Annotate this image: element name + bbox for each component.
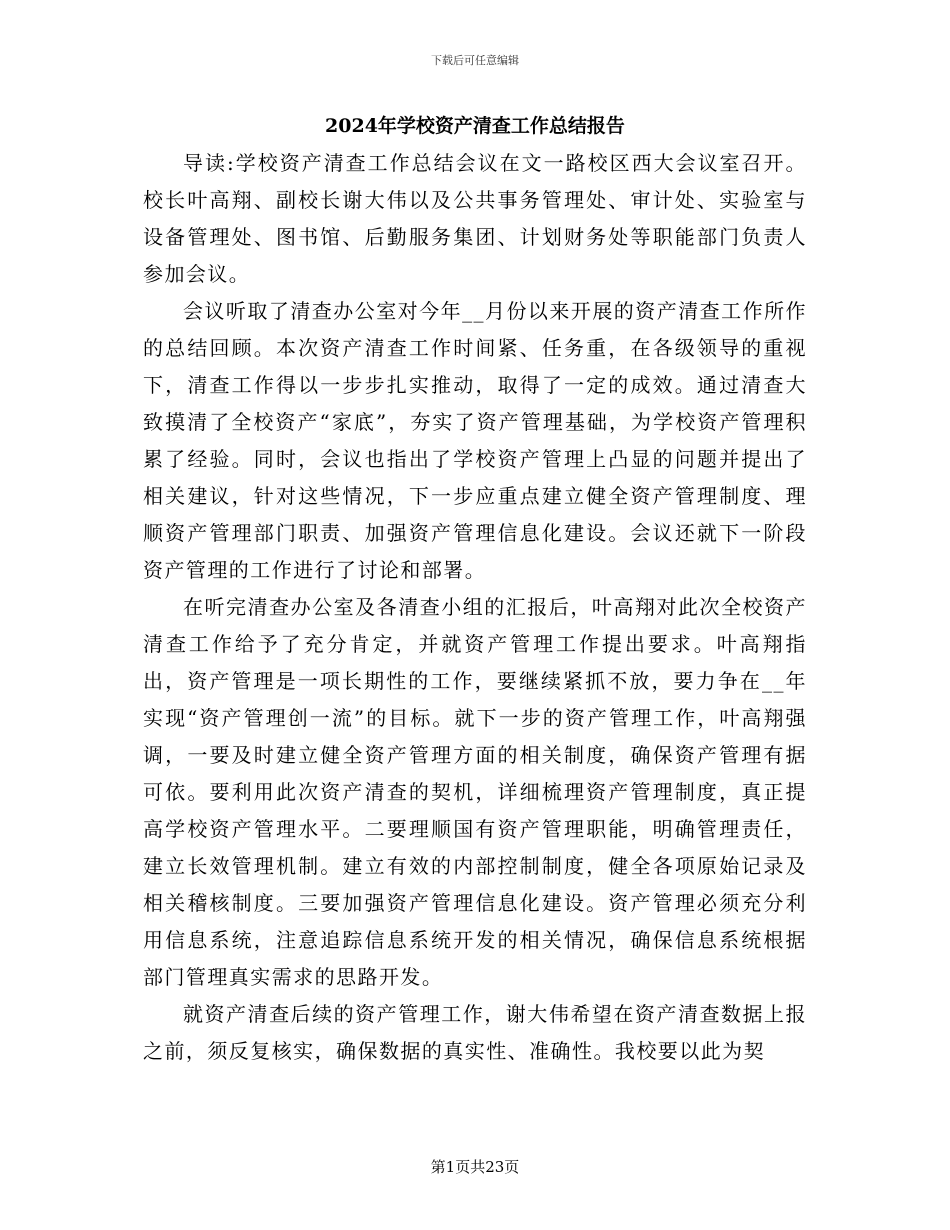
paragraph: 导读:学校资产清查工作总结会议在文一路校区西大会议室召开。校长叶高翔、副校长谢大伟以及公共事务管理处、审计处、实验室与设备管理处、图书馆、后勤服务集团、计划财务处等职能部门负责人参加会议。 — [143, 151, 807, 286]
page-footer: 第1页共23页 — [430, 1158, 520, 1176]
paragraph: 就资产清查后续的资产管理工作，谢大伟希望在资产清查数据上报之前，须反复核实，确保数据的真实性、准确性。我校要以此为契 — [143, 1002, 807, 1063]
paragraph: 会议听取了清查办公室对今年__月份以来开展的资产清查工作所作的总结回顾。本次资产清查工作时间紧、任务重，在各级领导的重视下，清查工作得以一步步扎实推动，取得了一定的成效。通过清查大致摸清了全校资产“家底”，夯实了资产管理基础，为学校资产管理积累了经验。同时，会议也指出了学校资产管理上凸显的问题并提出了相关建议，针对这些情况，下一步应重点建立健全资产管理制度、理顺资产管理部门职责、加强资产管理信息化建设。会议还就下一阶段资产管理的工作进行了讨论和部署。 — [143, 299, 807, 582]
document-body — [143, 145, 807, 1070]
document-title: 2024年学校资产清查工作总结报告 — [325, 115, 625, 137]
paragraph: 在听完清查办公室及各清查小组的汇报后，叶高翔对此次全校资产清查工作给予了充分肯定，并就资产管理工作提出要求。叶高翔指出，资产管理是一项长期性的工作，要继续紧抓不放，要力争在__年实现“资产管理创一流”的目标。就下一步的资产管理工作，叶高翔强调，一要及时建立健全资产管理方面的相关制度，确保资产管理有据可依。要利用此次资产清查的契机，详细梳理资产管理制度，真正提高学校资产管理水平。二要理顺国有资产管理职能，明确管理责任，建立长效管理机制。建立有效的内部控制制度，健全各项原始记录及相关稽核制度。三要加强资产管理信息化建设。资产管理必须充分利用信息系统，注意追踪信息系统开发的相关情况，确保信息系统根据部门管理真实需求的思路开发。 — [143, 595, 807, 989]
page-header-note: 下载后可任意编辑 — [431, 54, 519, 67]
